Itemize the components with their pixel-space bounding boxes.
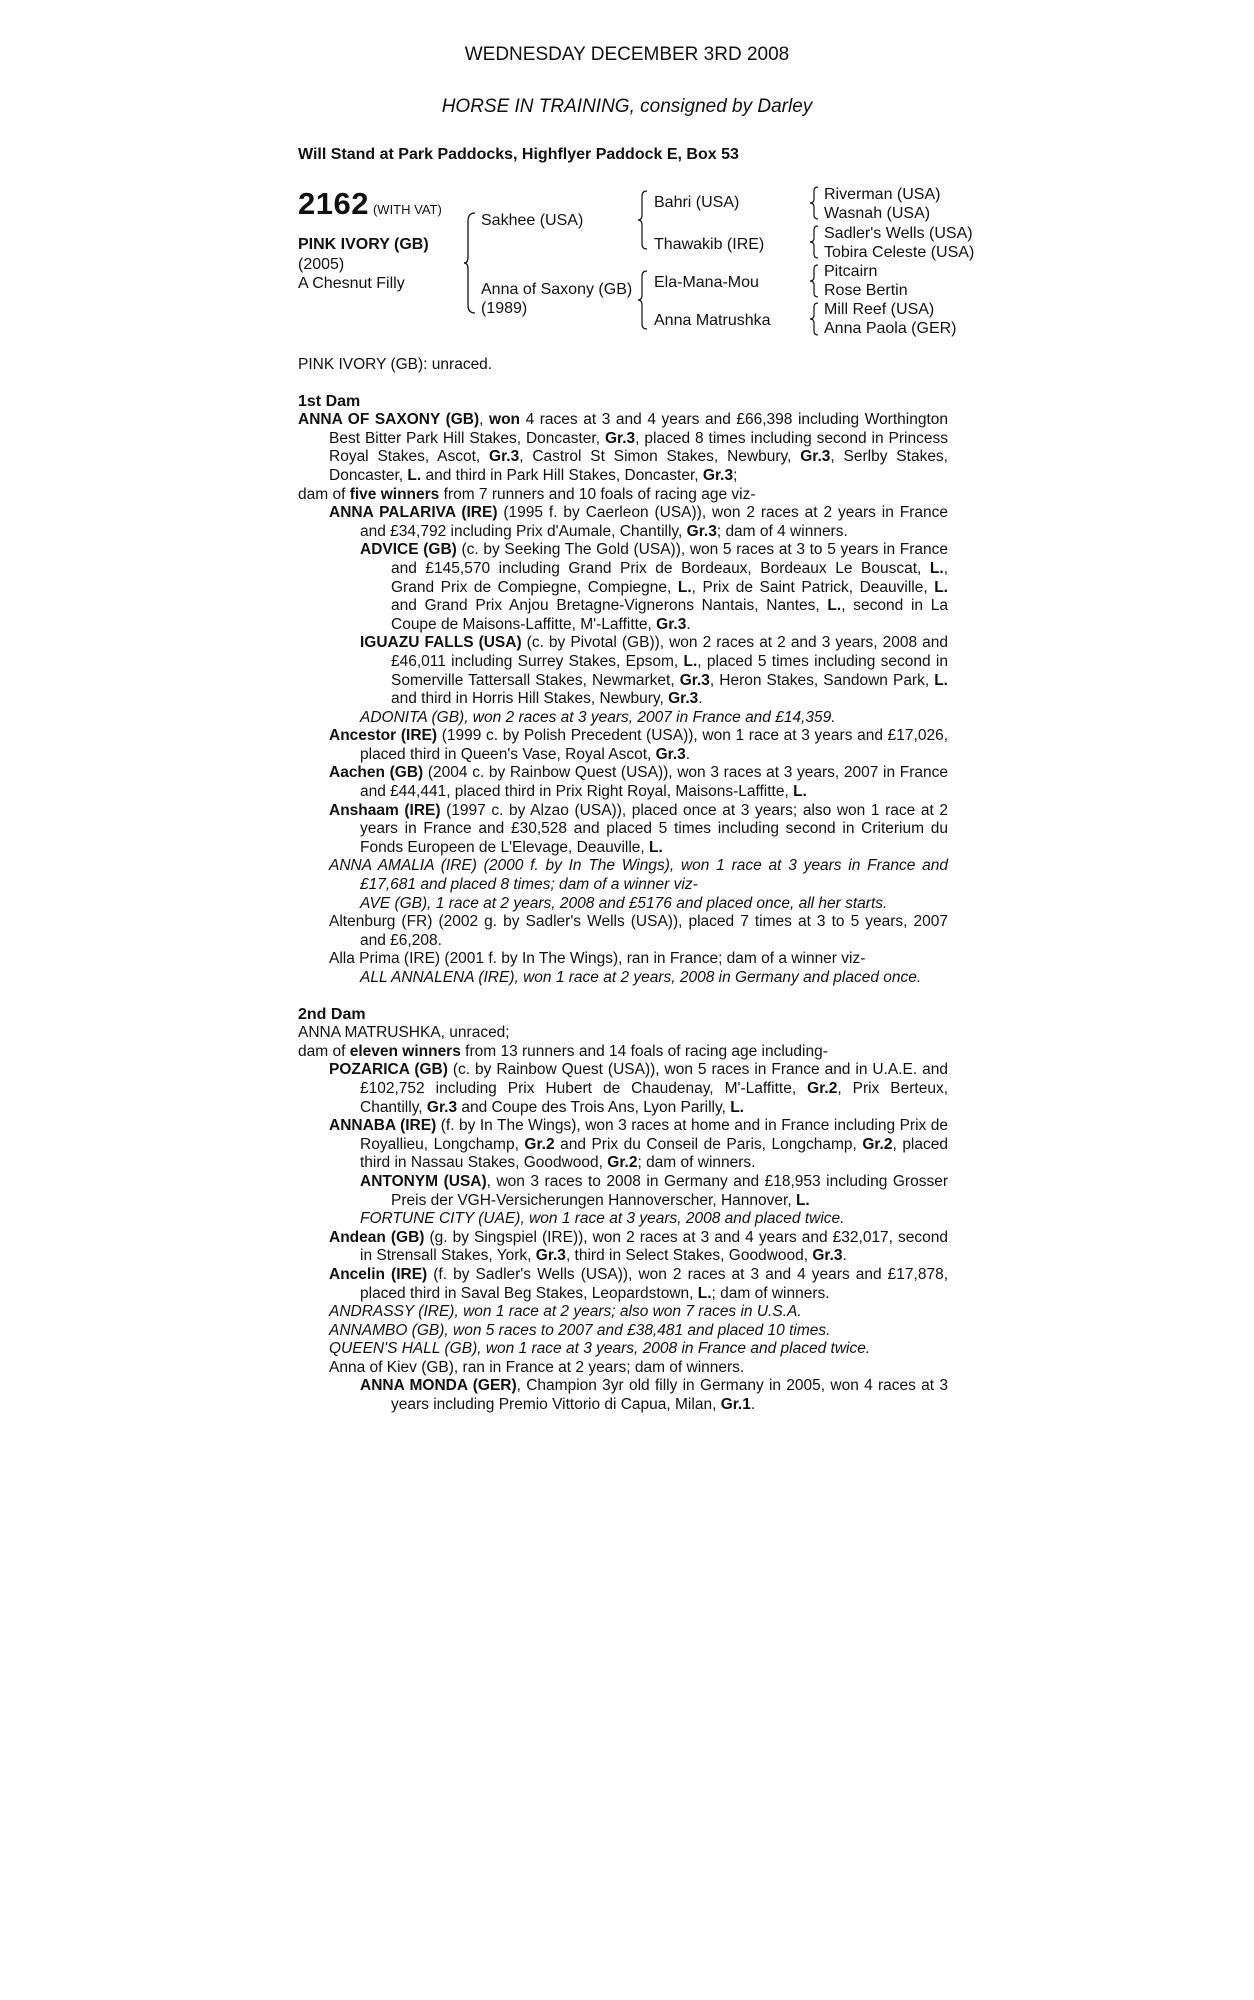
pedigree-g3-8: Anna Paola (GER) bbox=[824, 320, 957, 337]
dam-year: (1989) bbox=[481, 300, 528, 317]
pedigree-g3-1: Riverman (USA) bbox=[824, 186, 941, 203]
consignment-line: HORSE IN TRAINING, consigned by Darley bbox=[441, 96, 813, 117]
pedigree-brace-g3c bbox=[809, 264, 819, 298]
vat-note: (WITH VAT) bbox=[372, 202, 442, 217]
race-record: PINK IVORY (GB): unraced. bbox=[298, 356, 493, 373]
produce-entry: Andean (GB) (g. by Singspiel (IRE)), won 2 races at 3 and 4 years and £32,017, second in Strensall Stakes, York, Gr.3, third in Select Stakes, Goodwood, Gr.3. bbox=[329, 1228, 949, 1265]
pedigree-brace-g3b bbox=[809, 225, 819, 259]
produce-entry: Anna of Kiev (GB), ran in France at 2 years; dam of winners. bbox=[329, 1358, 745, 1376]
produce-entry: ANNA AMALIA (IRE) (2000 f. by In The Wings), won 1 race at 3 years in France and £17,681 and placed 8 times; dam of a winner viz- bbox=[329, 857, 948, 894]
horse-year: (2005) bbox=[298, 256, 345, 273]
pedigree-brace-gen1 bbox=[463, 212, 477, 314]
second-dam-heading: 2nd Dam bbox=[298, 1005, 366, 1023]
produce-entry: IGUAZU FALLS (USA) (c. by Pivotal (GB)), won 2 races at 2 and 3 years, 2008 and £46,011 including Surrey Stakes, Epsom, L., placed 5 times including second in Somerville Tattersall Stakes, Newmarket, Gr.3, Heron Stakes, Sandown Park, L. and third in Horris Hill Stakes, Newbury, Gr.3. bbox=[360, 634, 949, 708]
first-dam-entry: ANNA OF SAXONY (GB), won 4 races at 3 and 4 years and £66,398 including Worthington Best Bitter Park Hill Stakes, Doncaster, Gr.3, placed 8 times including second in Princess Royal Stakes, Ascot, Gr.3, Castrol St Simon Stakes, Newbury, Gr.3, Serlby Stakes, Doncaster, L. and third in Park Hill Stakes, Doncaster, Gr.3; bbox=[298, 411, 948, 484]
produce-entry: Alla Prima (IRE) (2001 f. by In The Wings), ran in France; dam of a winner viz- bbox=[329, 950, 866, 968]
produce-entry: AVE (GB), 1 race at 2 years, 2008 and £5176 and placed once, all her starts. bbox=[360, 894, 888, 912]
sire-sire: Bahri (USA) bbox=[654, 194, 740, 211]
produce-entry: Ancestor (IRE) (1999 c. by Polish Precedent (USA)), won 1 race at 3 years and £17,026, placed third in Queen's Vase, Royal Ascot, Gr.3. bbox=[329, 727, 949, 763]
pedigree-g3-3: Sadler's Wells (USA) bbox=[824, 225, 973, 242]
pedigree-g3-6: Rose Bertin bbox=[824, 282, 908, 299]
lot-number-block bbox=[298, 186, 442, 222]
stand-location: Will Stand at Park Paddocks, Highflyer Paddock E, Box 53 bbox=[298, 146, 739, 163]
produce-entry: ANNAMBO (GB), won 5 races to 2007 and £38,481 and placed 10 times. bbox=[329, 1321, 831, 1339]
catalogue-body bbox=[298, 356, 948, 1415]
pedigree-g3-5: Pitcairn bbox=[824, 263, 878, 280]
produce-entry: ADONITA (GB), won 2 races at 3 years, 2007 in France and £14,359. bbox=[360, 708, 836, 726]
produce-entry: ANDRASSY (IRE), won 1 race at 2 years; also won 7 races in U.S.A. bbox=[329, 1303, 802, 1321]
pedigree-brace-g3a bbox=[809, 186, 819, 220]
produce-entry: QUEEN'S HALL (GB), won 1 race at 3 years, 2008 in France and placed twice. bbox=[329, 1340, 871, 1358]
pedigree-brace-sire bbox=[637, 190, 649, 250]
second-dam-produce-summary: dam of eleven winners from 13 runners and 14 foals of racing age including- bbox=[298, 1042, 828, 1060]
second-dam-entry: ANNA MATRUSHKA, unraced; bbox=[298, 1024, 510, 1042]
produce-entry: Ancelin (IRE) (f. by Sadler's Wells (USA)), won 2 races at 3 and 4 years and £17,878, placed third in Saval Beg Stakes, Leopardstown, L.; dam of winners. bbox=[329, 1265, 949, 1302]
pedigree-brace-g3d bbox=[809, 302, 819, 336]
pedigree-g3-7: Mill Reef (USA) bbox=[824, 301, 935, 318]
produce-entry: ALL ANNALENA (IRE), won 1 race at 2 years, 2008 in Germany and placed once. bbox=[360, 969, 922, 986]
produce-entry: Anshaam (IRE) (1997 c. by Alzao (USA)), placed once at 3 years; also won 1 race at 2 years in France and £30,528 and placed 5 times including second in Criterium du Fonds Europeen de L'Elevage, Deauville, L. bbox=[329, 801, 948, 856]
sire-dam: Thawakib (IRE) bbox=[654, 236, 765, 253]
dam-sire: Ela-Mana-Mou bbox=[654, 274, 759, 291]
first-dam-produce-summary: dam of five winners from 7 runners and 10 foals of racing age viz- bbox=[298, 485, 756, 503]
produce-entry: POZARICA (GB) (c. by Rainbow Quest (USA)), won 5 races in France and in U.A.E. and £102,752 including Prix Hubert de Chaudenay, M'-Laffitte, Gr.2, Prix Berteux, Chantilly, Gr.3 and Coupe des Trois Ans, Lyon Parilly, L. bbox=[329, 1061, 949, 1116]
dam-dam: Anna Matrushka bbox=[654, 312, 771, 329]
pedigree-brace-dam bbox=[637, 270, 649, 330]
pedigree-g3-2: Wasnah (USA) bbox=[824, 205, 931, 222]
first-dam-heading: 1st Dam bbox=[298, 392, 361, 410]
produce-entry: ANNABA (IRE) (f. by In The Wings), won 3 races at home and in France including Prix de Royallieu, Longchamp, Gr.2 and Prix du Conseil de Paris, Longchamp, Gr.2, placed third in Nassau Stakes, Goodwood, Gr.2; dam of winners. bbox=[329, 1117, 949, 1172]
produce-entry: ANTONYM (USA), won 3 races to 2008 in Germany and £18,953 including Grosser Preis der VGH-Versicherungen Hannoverscher, Hannover, L. bbox=[360, 1172, 948, 1209]
produce-entry: ANNA PALARIVA (IRE) (1995 f. by Caerleon (USA)), won 2 races at 2 years in France and £34,792 including Prix d'Aumale, Chantilly, Gr.3; dam of 4 winners. bbox=[329, 504, 948, 540]
produce-entry: FORTUNE CITY (UAE), won 1 race at 3 years, 2008 and placed twice. bbox=[360, 1210, 845, 1228]
produce-entry: Aachen (GB) (2004 c. by Rainbow Quest (USA)), won 3 races at 3 years, 2007 in France and £44,441, placed third in Prix Right Royal, Maisons-Laffitte, L. bbox=[329, 764, 948, 801]
dam: Anna of Saxony (GB) bbox=[481, 281, 633, 298]
sire: Sakhee (USA) bbox=[481, 212, 584, 229]
sale-date: WEDNESDAY DECEMBER 3RD 2008 bbox=[464, 44, 790, 65]
produce-entry: Altenburg (FR) (2002 g. by Sadler's Wells (USA)), placed 7 times at 3 to 5 years, 2007 and £6,208. bbox=[329, 913, 948, 949]
pedigree-g3-4: Tobira Celeste (USA) bbox=[824, 244, 975, 261]
lot-number: 2162 bbox=[298, 186, 369, 221]
horse-description: A Chesnut Filly bbox=[298, 275, 405, 292]
produce-entry: ADVICE (GB) (c. by Seeking The Gold (USA)), won 5 races at 3 to 5 years in France and £145,570 including Grand Prix de Bordeaux, Bordeaux Le Bouscat, L., Grand Prix de Compiegne, Compiegne, L., Prix de Saint Patrick, Deauville, L. and Grand Prix Anjou Bretagne-Vignerons Nantais, Nantes, L., second in La Coupe de Maisons-Laffitte, M'-Laffitte, Gr.3. bbox=[360, 541, 948, 633]
horse-name: PINK IVORY (GB) bbox=[298, 236, 429, 253]
produce-entry: ANNA MONDA (GER), Champion 3yr old filly in Germany in 2005, won 4 races at 3 years including Premio Vittorio di Capua, Milan, Gr.1. bbox=[360, 1377, 948, 1414]
